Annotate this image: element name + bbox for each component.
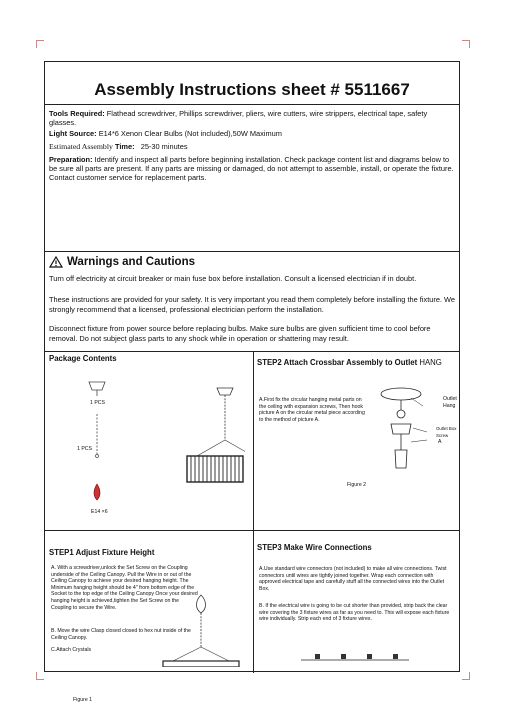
grid-horizontal-divider xyxy=(45,530,459,531)
time-label-bold: Time: xyxy=(114,142,135,151)
step2-figure-caption: Figure 2 xyxy=(347,482,367,488)
step2-title-suffix: HANG xyxy=(419,358,442,367)
step3-text-b: B. If the electrical wire is going to be cut shorter than provided, strip back the clear wire covering the 3 fixture wires as far as you need to. This will expose each fixture wire individually. Strip each end of 3 fixture wires. xyxy=(259,603,450,623)
chandelier-icon xyxy=(187,388,245,482)
step2-title xyxy=(257,358,442,367)
warning-paragraph-2: These instructions are provided for your safety. It is very important you read them completely before installing the fixture. We strongly recommend that a licensed, professional electrician perform the installation. xyxy=(49,295,455,314)
info-section xyxy=(45,104,459,252)
tools-line xyxy=(49,109,455,127)
warning-paragraph-3: Disconnect fixture from power source before replacing bulbs. Make sure bulbs are given sufficient time to cool before removal. Do not subject glass parts to any shock while in operation or shattering may result. xyxy=(49,324,431,343)
chain-icon xyxy=(96,414,99,458)
step3-title: STEP3 Make Wire Connections xyxy=(257,543,372,552)
step2-label-screw: Screw xyxy=(436,433,449,438)
bulb-icon xyxy=(94,484,100,500)
step1-title: STEP1 Adjust Fixture Height xyxy=(49,548,155,557)
warning-triangle-icon xyxy=(49,256,63,268)
instruction-sheet xyxy=(44,61,460,703)
canopy-icon xyxy=(89,382,105,396)
tools-label: Tools Required: xyxy=(49,109,105,118)
warning-paragraph-1: Turn off electricity at circuit breaker or main fuse box before installation. Consult a licensed electrician if in doubt. xyxy=(49,274,417,283)
step2-label-hang: Hang xyxy=(443,403,456,409)
crop-mark-top-left xyxy=(36,40,44,48)
step1-text-b: B. Move the wire Clasp closed closed to hex nut inside of the Ceiling Canopy. xyxy=(51,628,191,641)
warnings-heading-text: Warnings and Cautions xyxy=(67,256,195,268)
step1-text-a: A. With a screwdriver,unlock the Set Screw on the Coupling underside of the Ceiling Canopy. Pull the Wire in or out of the Ceiling Canopy to achieve your desired hanging height. The Minimum hanging height should be 4" from bottom edge of the Socket to the top edge of the Ceiling Canopy Once your desired hanging height is achieved,tighten the Set Screw on the Coupling to secure the Wire. xyxy=(51,565,198,611)
time-line xyxy=(49,142,455,151)
tools-value: Flathead screwdriver, Phillips screwdriver, pliers, wire cutters, wire strippers, electrical tape, safety glasses. xyxy=(49,109,428,127)
step2-title-text: STEP2 Attach Crossbar Assembly to Outlet xyxy=(257,358,418,367)
hanging-ring-icon xyxy=(381,388,427,468)
step2-text: A.First fix the circular hanging metal parts on the ceiling with expansion screws, Then hook picture A on the circular metal piece according to the method of picture A. xyxy=(259,397,365,423)
preparation-line xyxy=(49,155,455,182)
step3-text-a: A.Use standard wire connectors (not included) to make all wire connections. Twist connectors until wires are tightly joined together. Wrap each connection with approved electrical tape and carefully stuff all the connected wires into the Outlet Box. xyxy=(259,566,447,592)
step2-label-outlet-box: Outlet Box xyxy=(436,426,457,431)
step2-label-a: A xyxy=(438,439,442,445)
warnings-heading xyxy=(49,256,195,268)
light-value: E14*6 Xenon Clear Bulbs (Not included),50W Maximum xyxy=(98,129,282,138)
time-label: Estimated Assembly xyxy=(49,142,113,151)
step1-illustration xyxy=(151,567,251,667)
fixture-icon xyxy=(163,595,239,667)
chain-quantity: 1 PCS xyxy=(77,446,92,452)
light-label: Light Source: xyxy=(49,129,97,138)
crop-mark-top-right xyxy=(462,40,470,48)
step1-text-c: C.Attach Crystals xyxy=(51,647,92,653)
crop-mark-bottom-right xyxy=(462,672,470,680)
preparation-label: Preparation: xyxy=(49,155,93,164)
step2-label-outlet: Outlet xyxy=(443,396,457,402)
time-value: 25-30 minutes xyxy=(140,142,188,151)
sheet-title: Assembly Instructions sheet # 5511667 xyxy=(94,80,410,99)
wire-connector-icon xyxy=(301,654,409,660)
preparation-value: Identify and inspect all parts before beginning installation. Check package content list and diagrams below to be sure all parts are present. If any parts are missing or damaged, do not attempt to assemble, install, or operate the fixture. Contact customer service for replacement parts. xyxy=(49,155,454,182)
bulb-quantity: E14 ×6 xyxy=(91,509,108,515)
step3-wire-diagram xyxy=(295,650,415,670)
light-line xyxy=(49,129,455,138)
package-contents-title: Package Contents xyxy=(49,354,117,363)
step1-figure-caption: Figure 1 xyxy=(73,697,93,703)
crop-mark-bottom-left xyxy=(36,672,44,680)
canopy-quantity: 1 PCS xyxy=(90,400,105,406)
grid-vertical-divider xyxy=(253,351,254,673)
